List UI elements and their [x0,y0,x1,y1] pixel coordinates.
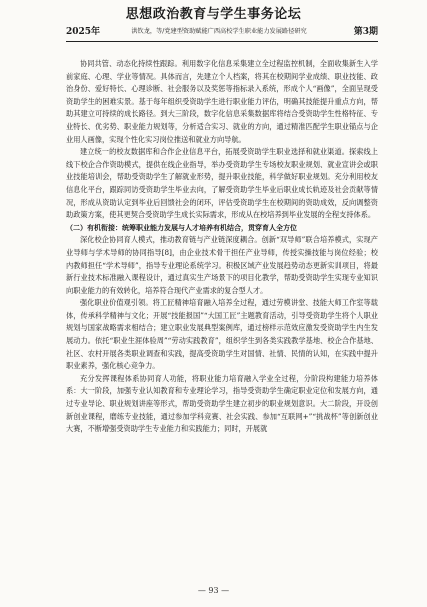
body-paragraph: 充分发挥课程体系协同育人功能，将职业能力培育融入学业全过程，分阶段构建能力培养体系：大一阶段，加强专业认知教育和专业理论学习，指导受资助学生确定职业定位和发展方向，通过专业导论、职业规划讲座等形式，帮助受资助学生建立初步的职业规划意识。大二阶段，开设创新创业课程，磨练专业技能，通过参加学科竞赛、社会实践、参加“互联网+”“挑战杯”等创新创业大赛，不断增强受资助学生专业能力和实践能力；同时，开展就 [66,373,378,434]
running-header [66,25,378,39]
journal-title: 思想政治教育与学生事务论坛 [125,7,302,22]
article-subtitle: 洪钦龙，等/党建型资助赋能广西高校学生职业能力发展路径研究 [131,28,307,35]
article-body [66,58,378,436]
issue-year: 2025年 [66,27,101,37]
page-number: — 93 — [197,586,230,595]
body-paragraph: 协同共管、动态化持续性跟踪。利用数字化信息采集建立全过程监控机制，全面收集新生入学前家庭、心理、学业等情况。具体而言，先建立个人档案，将其在校期间学业成绩、职业技能、政治身份、爱好特长、心理诊断、社会服务以及奖惩等指标录入系统，形成个人“画像”，全面呈现受资助学生的困难实景。基于每年组织受资助学生进行职业能力评估，明确其技能提升重点方向，帮助其建立可持续的成长路径。到大三阶段，数字化信息采集数据库将结合受资助学生性格特征、专业特长、优劣势、职业能力规划等，分析适合实习、就业的方向，通过精准匹配学生职业锚点与企业用人画像，实现个性化实习岗位推送和就业方向导航。 [66,59,378,144]
issue-number: 第3期 [353,27,378,37]
body-paragraph: 建立统一的校友数据库和合作企业信息平台，拓展受资助学生职业选择和就业渠道。探索线上线下校企合作资助模式，提供在线企业指导，举办受资助学生专场校友职业规划、就业宣讲会或职业技能培训会，帮助受资助学生了解就业形势，提升职业技能，科学做好职业规划。充分利用校友信息化平台，跟踪同访受资助学生毕业去向，了解受资助学生毕业后职业成长轨迹及社会贡献等情况，形成从资助认定到毕业后回馈社会的闭环，评估受资助学生在校期间的资助成效，反向调整资助政策方案，使其更契合受资助学生成长实际需求，形成从在校培养到毕业发展的全程支持体系。 [66,147,378,220]
section-heading: （二）有机衔接：统筹职业能力发展与人才培养有机结合，贯穿育人全方位 [66,223,297,232]
header-rule [66,41,378,42]
body-paragraph: 强化职业价值观引领。将工匠精神培育融入培养全过程，通过劳模讲堂、技能大师工作室等载体，传承科学精神与文化；开展“技能报国”“大国工匠”主题教育活动，引导受资助学生将个人职业规划与国家战略需求相结合；建立职业发展典型案例库，通过榜样示范效应激发受资助学生内生发展动力。依托“职业生涯体验周”“劳动实践教育”，组织学生到各类实践教学基地、校企合作基地、社区、农村开展各类职业调查和实践，提高受资助学生对国情、社情、民情的认知，在实践中提升职业素养，强化核心竞争力。 [66,298,378,371]
body-paragraph: 深化校企协同育人模式，推动教育链与产业链深度耦合。创新“双导师”联合培养模式，实现产业导师与学术导师的协同指导[8]，由企业技术骨干担任产业导师，传授实操技能与岗位经验；校内教师担任“学术导师”，指导专业理论系统学习。积极区域产业发展趋势动态更新实训项目，将最新行业技术标准融入课程设计，通过真实生产场景下的项目化教学，帮助受资助学生实现专业知识向职业能力的有效转化，培养符合现代产业需求的复合型人才。 [66,235,378,295]
